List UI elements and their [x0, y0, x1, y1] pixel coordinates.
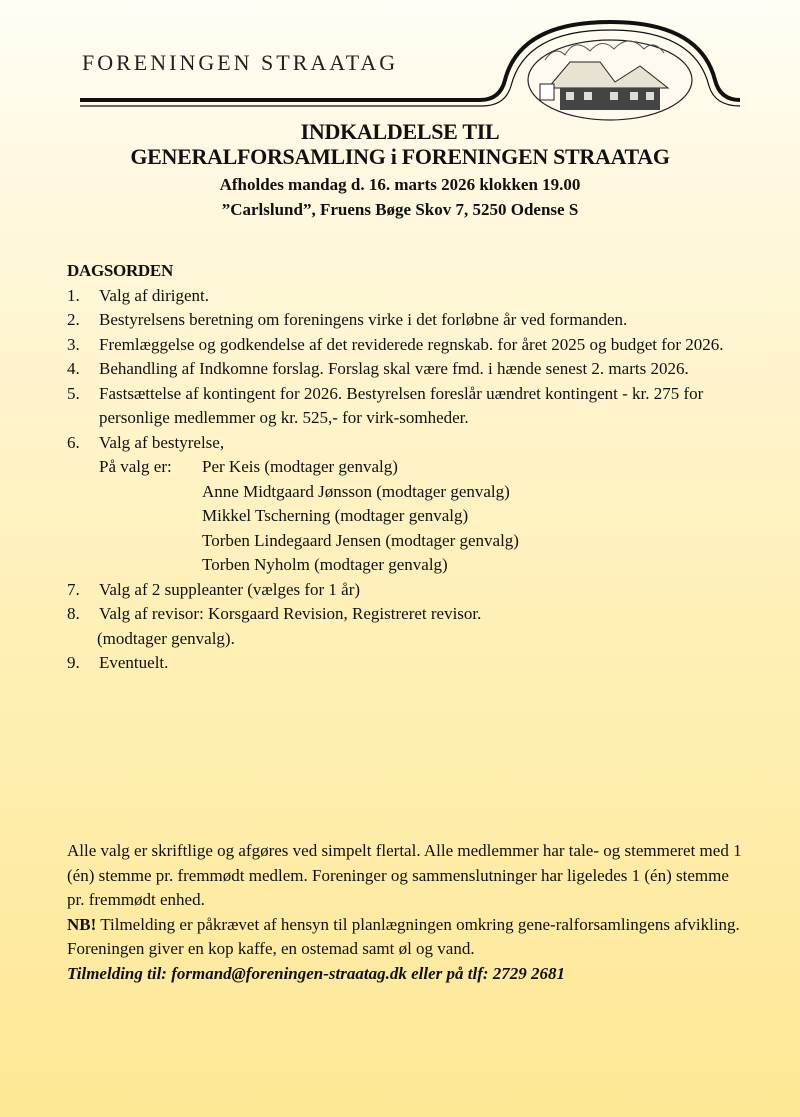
agenda-item — [67, 308, 747, 333]
agenda-item — [67, 357, 747, 382]
candidate: Per Keis (modtager genvalg) — [202, 457, 398, 476]
agenda-item-text: Bestyrelsens beretning om foreningens virke i det forløbne år ved formanden. — [99, 310, 628, 329]
title-line-2: GENERALFORSAMLING i FORENINGEN STRAATAG — [130, 144, 670, 169]
candidate: Torben Nyholm (modtager genvalg) — [202, 555, 448, 574]
agenda-item-number: 2. — [67, 310, 80, 329]
agenda-item — [67, 431, 747, 578]
nb-label: NB! — [67, 914, 97, 934]
signup-email-link[interactable]: formand@foreningen-straatag.dk — [171, 963, 407, 983]
signup-mid: eller på tlf: — [406, 963, 493, 983]
agenda-item-number: 7. — [67, 579, 80, 599]
agenda-item — [67, 382, 747, 431]
agenda-item-text — [99, 431, 747, 578]
agenda-item-text: Eventuelt. — [99, 653, 169, 672]
agenda-item-number: 4. — [67, 359, 80, 378]
agenda-item — [67, 602, 747, 627]
candidate-list — [99, 455, 747, 578]
agenda-item-text: Behandling af Indkomne forslag. Forslag skal være fmd. i hænde senest 2. marts 2026. — [99, 359, 689, 378]
agenda-item-text: Valg af revisor: Korsgaard Revision, Registreret revisor. — [99, 604, 482, 623]
agenda-item-number: 1. — [67, 285, 80, 305]
nb-text: Tilmelding er påkrævet af hensyn til planlægningen omkring gene-ralforsamlingens afvikling. Foreningen giver en kop kaffe, en ostemad samt øl og vand. — [67, 914, 740, 958]
agenda-item-text: Valg af dirigent. — [99, 285, 209, 305]
invitation-titles — [0, 120, 800, 222]
farmhouse-emblem-icon — [528, 40, 692, 120]
agenda-heading: DAGSORDEN — [67, 261, 173, 280]
voting-rules-text: Alle valg er skriftlige og afgøres ved simpelt flertal. Alle medlemmer har tale- og stemmeret med 1 (én) stemme pr. fremmødt medlem. Foreninger og sammenslutninger har ligeledes 1 (én) stemme pr. fremmødt enhed. — [67, 841, 742, 909]
agenda-item — [67, 333, 747, 358]
signup-label: Tilmelding til: — [67, 963, 172, 983]
agenda-item-text: Fremlæggelse og godkendelse af det reviderede regnskab. for året 2025 og budget for 2026. — [99, 334, 724, 354]
title-line-1: INDKALDELSE TIL — [300, 119, 500, 144]
election-label: På valg er: — [99, 457, 172, 476]
meeting-date: Afholdes mandag d. 16. marts 2026 klokken 19.00 — [219, 175, 581, 194]
candidate: Torben Lindegaard Jensen (modtager genvalg) — [202, 530, 519, 550]
letterhead-rule-and-emblem — [0, 0, 800, 130]
agenda-item — [67, 578, 747, 603]
candidate: Mikkel Tscherning (modtager genvalg) — [202, 506, 469, 525]
signup-line — [67, 964, 565, 983]
agenda-item-text: Valg af 2 suppleanter (vælges for 1 år) — [99, 579, 361, 599]
agenda-item — [67, 651, 747, 676]
letterhead — [0, 0, 800, 130]
agenda-item-number: 3. — [67, 334, 80, 354]
agenda-item-continuation: (modtager genvalg). — [97, 628, 235, 648]
agenda-item — [67, 284, 747, 309]
agenda-item-text: Fastsættelse af kontingent for 2026. Bestyrelsen foreslår uændret kontingent - kr. 275 for personlige medlemmer og kr. 525,- for virk-somheder. — [99, 383, 704, 427]
meeting-location: ”Carlslund”, Fruens Bøge Skov 7, 5250 Odense S — [221, 200, 579, 219]
footer-notice — [67, 839, 747, 986]
agenda-item-number: 8. — [67, 604, 80, 623]
agenda-item-number: 9. — [67, 653, 80, 672]
election-item-text: Valg af bestyrelse, — [99, 432, 225, 452]
signup-phone[interactable]: 2729 2681 — [492, 963, 566, 983]
candidate: Anne Midtgaard Jønsson (modtager genvalg) — [202, 481, 510, 501]
agenda-item-number: 5. — [67, 383, 80, 403]
agenda-item-number: 6. — [67, 432, 80, 452]
agenda — [67, 259, 747, 676]
org-name: FORENINGEN STRAATAG — [82, 50, 399, 75]
